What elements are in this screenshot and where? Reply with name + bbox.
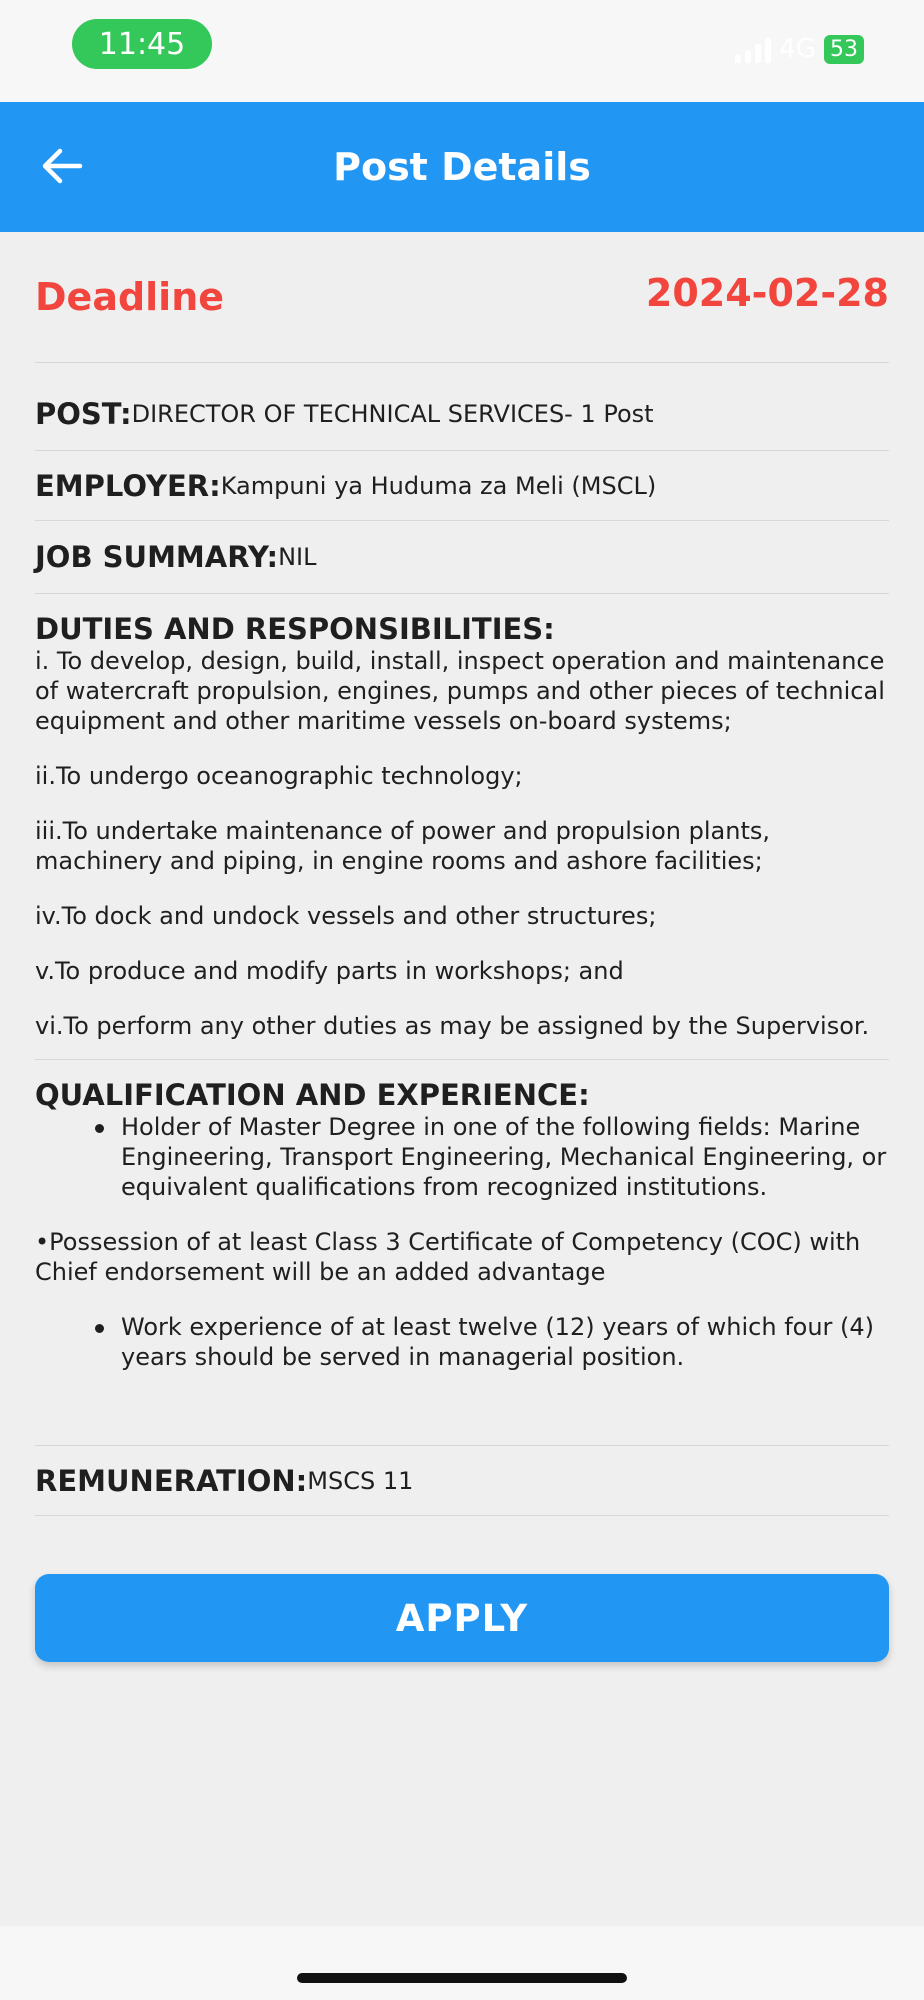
deadline-date: 2024-02-28 bbox=[645, 271, 889, 315]
post-row bbox=[35, 363, 889, 451]
home-indicator[interactable] bbox=[297, 1973, 627, 1983]
apply-button[interactable]: APPLY bbox=[35, 1574, 889, 1662]
duty-item: iii.To undertake maintenance of power and propulsion plants, machinery and piping, in engine rooms and ashore facilities; bbox=[35, 817, 771, 875]
duty-item: i. To develop, design, build, install, inspect operation and maintenance of watercraft propulsion, engines, pumps and other pieces of technical equipment and other maritime vessels on-board systems; bbox=[35, 647, 885, 735]
duty-item: v.To produce and modify parts in workshops; and bbox=[35, 957, 624, 985]
app-bar bbox=[0, 102, 924, 232]
bottom-bar bbox=[0, 1926, 924, 2000]
employer-label: EMPLOYER: bbox=[35, 468, 221, 503]
deadline-label: Deadline bbox=[35, 275, 225, 319]
qualification-section bbox=[35, 1060, 889, 1446]
status-indicators bbox=[735, 34, 864, 64]
post-label: POST: bbox=[35, 396, 132, 431]
duties-section bbox=[35, 594, 889, 1060]
employer-value: Kampuni ya Huduma za Meli (MSCL) bbox=[220, 471, 657, 500]
duties-title: DUTIES AND RESPONSIBILITIES: bbox=[35, 612, 555, 646]
list-item bbox=[35, 1312, 889, 1372]
qualification-title: QUALIFICATION AND EXPERIENCE: bbox=[35, 1078, 590, 1112]
remuneration-label: REMUNERATION: bbox=[35, 1463, 308, 1498]
bullet-icon bbox=[95, 1324, 104, 1333]
qualification-bullet-text: Work experience of at least twelve (12) years of which four (4) years should be served in managerial position. bbox=[121, 1313, 875, 1371]
battery-icon: 53 bbox=[824, 35, 864, 64]
job-summary-row bbox=[35, 521, 889, 594]
qualification-bullet-text: Holder of Master Degree in one of the following fields: Marine Engineering, Transport Engineering, Mechanical Engineering, or equivalent qualifications from recognized institutions. bbox=[121, 1113, 887, 1201]
bullet-icon bbox=[95, 1124, 104, 1133]
post-details-content bbox=[35, 232, 889, 1516]
back-button[interactable] bbox=[36, 140, 88, 192]
remuneration-row bbox=[35, 1446, 889, 1516]
job-summary-label: JOB SUMMARY: bbox=[35, 540, 279, 574]
status-time: 11:45 bbox=[72, 19, 212, 69]
signal-icon bbox=[735, 35, 771, 63]
job-summary-value: NIL bbox=[278, 543, 317, 571]
duty-item: iv.To dock and undock vessels and other structures; bbox=[35, 902, 657, 930]
remuneration-value: MSCS 11 bbox=[307, 1466, 414, 1495]
post-value: DIRECTOR OF TECHNICAL SERVICES- 1 Post bbox=[131, 399, 654, 428]
qualification-plain-item: •Possession of at least Class 3 Certificate of Competency (COC) with Chief endorsement will be an added advantage bbox=[35, 1228, 861, 1286]
status-bar bbox=[0, 0, 924, 102]
network-type: 4G bbox=[779, 34, 816, 64]
list-item bbox=[35, 1112, 889, 1202]
arrow-left-icon bbox=[36, 140, 88, 192]
page-title: Post Details bbox=[333, 145, 591, 189]
employer-row bbox=[35, 451, 889, 521]
deadline-row bbox=[35, 232, 889, 363]
duty-item: ii.To undergo oceanographic technology; bbox=[35, 762, 523, 790]
duty-item: vi.To perform any other duties as may be assigned by the Supervisor. bbox=[35, 1012, 870, 1040]
